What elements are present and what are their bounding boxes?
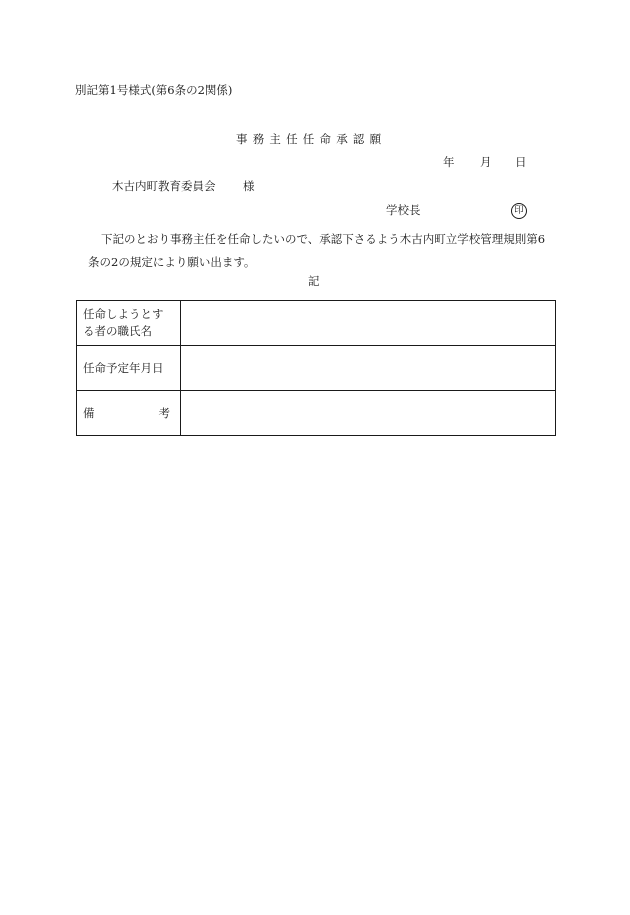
table-row: [77, 301, 556, 346]
remarks-label-left: 備: [83, 405, 95, 420]
date-month-label: 月: [480, 155, 492, 169]
ki-heading: 記: [308, 274, 320, 288]
date-day-label: 日: [515, 155, 527, 169]
appointment-date-label-cell: [77, 346, 181, 391]
appointment-date-value-cell[interactable]: [181, 346, 556, 391]
remarks-label-right: 考: [158, 405, 170, 420]
document-title: 事務主任任命承認願: [236, 132, 387, 146]
seal-label: 印: [514, 205, 524, 217]
table-row: [77, 391, 556, 436]
remarks-value-cell[interactable]: [181, 391, 556, 436]
table-row: [77, 346, 556, 391]
request-body: [88, 228, 568, 274]
applicant-role: 学校長: [386, 203, 421, 217]
appointee-label: 任命しようとする者の職氏名: [83, 307, 164, 338]
addressee-honorific: 様: [243, 179, 255, 193]
remarks-label-cell: [77, 391, 181, 436]
form-identifier: 別記第1号様式(第6条の2関係): [75, 83, 233, 97]
body-line-1: 下記のとおり事務主任を任命したいので、承認下さるよう木古内町立学校管理規則第6: [101, 232, 546, 246]
appointee-label-cell: [77, 301, 181, 346]
details-table: [76, 300, 556, 436]
seal-icon: [511, 203, 527, 219]
appointment-date-label: 任命予定年月日: [83, 360, 164, 375]
addressee-name: 木古内町教育委員会: [112, 179, 216, 193]
date-year-label: 年: [443, 155, 455, 169]
remarks-label: [83, 405, 174, 422]
appointee-value-cell[interactable]: [181, 301, 556, 346]
body-line-2: 条の2の規定により願い出ます。: [88, 255, 256, 269]
